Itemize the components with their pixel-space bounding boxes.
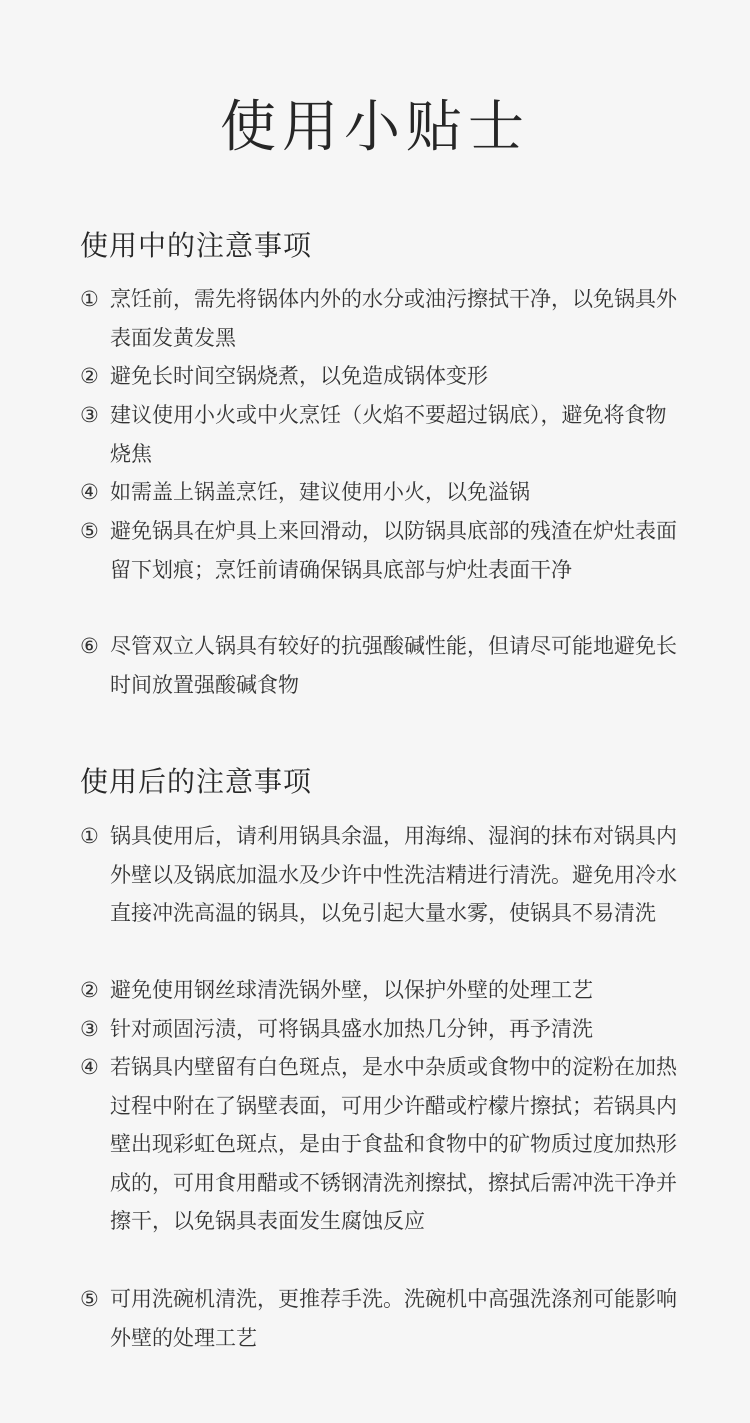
item-number: ⑤ bbox=[80, 519, 99, 543]
item-text: 避免使用钢丝球清洗锅外壁，以保护外壁的处理工艺 bbox=[110, 978, 593, 1002]
item-number: ④ bbox=[80, 480, 99, 504]
item-text: 建议使用小火或中火烹饪（火焰不要超过锅底），避免将食物烧焦 bbox=[110, 403, 667, 466]
item-text: 针对顽固污渍，可将锅具盛水加热几分钟，再予清洗 bbox=[110, 1017, 593, 1041]
item-text: 如需盖上锅盖烹饪，建议使用小火，以免溢锅 bbox=[110, 480, 530, 504]
list-item bbox=[80, 473, 700, 512]
list-item bbox=[80, 817, 700, 933]
item-number: ① bbox=[80, 824, 99, 848]
list-item bbox=[80, 512, 700, 589]
item-text: 尽管双立人锅具有较好的抗强酸碱性能，但请尽可能地避免长时间放置强酸碱食物 bbox=[110, 634, 677, 697]
list-item bbox=[80, 971, 700, 1010]
list-item bbox=[80, 1280, 700, 1357]
item-number: ③ bbox=[80, 403, 99, 427]
item-text: 避免长时间空锅烧煮，以免造成锅体变形 bbox=[110, 364, 488, 388]
section-heading-after-use: 使用后的注意事项 bbox=[80, 765, 313, 798]
item-number: ④ bbox=[80, 1055, 99, 1079]
item-text: 可用洗碗机清洗，更推荐手洗。洗碗机中高强洗涤剂可能影响外壁的处理工艺 bbox=[110, 1287, 677, 1350]
item-number: ⑤ bbox=[80, 1287, 99, 1311]
item-text: 若锅具内壁留有白色斑点，是水中杂质或食物中的淀粉在加热过程中附在了锅壁表面，可用少许醋或柠檬片擦拭；若锅具内壁出现彩虹色斑点，是由于食盐和食物中的矿物质过度加热形成的，可用食用醋或不锈钢清洗剂擦拭，擦拭后需冲洗干净并擦干，以免锅具表面发生腐蚀反应 bbox=[110, 1055, 677, 1233]
section-heading-during-use: 使用中的注意事项 bbox=[80, 229, 313, 262]
item-number: ② bbox=[80, 978, 99, 1002]
list-item bbox=[80, 357, 700, 396]
item-number: ⑥ bbox=[80, 634, 99, 658]
list-item bbox=[80, 1010, 700, 1049]
page-title: 使用小贴士 bbox=[220, 95, 530, 160]
item-number: ③ bbox=[80, 1017, 99, 1041]
list-item bbox=[80, 280, 700, 357]
item-text: 避免锅具在炉具上来回滑动，以防锅具底部的残渣在炉灶表面留下划痕；烹饪前请确保锅具底部与炉灶表面干净 bbox=[110, 519, 677, 582]
list-item bbox=[80, 627, 700, 704]
list-item bbox=[80, 396, 700, 473]
item-text: 锅具使用后，请利用锅具余温，用海绵、湿润的抹布对锅具内外壁以及锅底加温水及少许中性洗洁精进行清洗。避免用冷水直接冲洗高温的锅具，以免引起大量水雾，使锅具不易清洗 bbox=[110, 824, 677, 925]
list-item bbox=[80, 1048, 700, 1241]
item-text: 烹饪前，需先将锅体内外的水分或油污擦拭干净，以免锅具外表面发黄发黑 bbox=[110, 287, 677, 350]
item-number: ② bbox=[80, 364, 99, 388]
item-number: ① bbox=[80, 287, 99, 311]
